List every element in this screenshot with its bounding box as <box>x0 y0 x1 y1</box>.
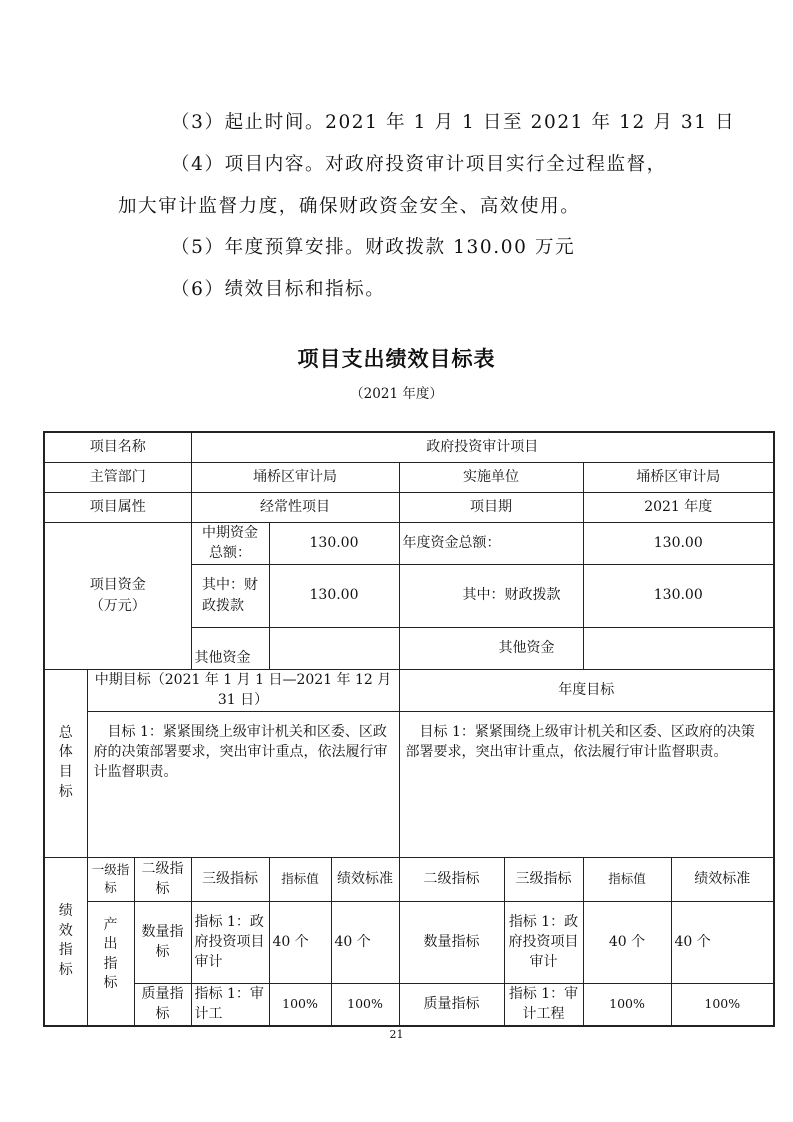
level1-output <box>87 901 134 1026</box>
table-row <box>44 462 774 492</box>
mid-other-label: 其他资金 <box>191 627 269 669</box>
period-value: 2021 年度 <box>583 492 774 522</box>
performance-target-table <box>43 431 775 1027</box>
mid-goal-text <box>87 711 399 857</box>
mid-goal-header: 中期目标（2021 年 1 月 1 日—2021 年 12 月 31 日） <box>87 669 399 711</box>
mid-total-value: 130.00 <box>269 522 399 564</box>
row2-year-standard: 100% <box>671 983 774 1026</box>
dept-label: 主管部门 <box>44 462 191 492</box>
table-row <box>44 432 774 462</box>
table-row <box>44 901 774 983</box>
year-other-value <box>583 627 774 669</box>
project-name-label: 项目名称 <box>44 432 191 462</box>
row2-year-level3: 指标 1：审计工程 <box>504 983 583 1026</box>
level1-output-text: 产出指标 <box>103 916 118 992</box>
header-standard: 绩效标准 <box>331 857 399 901</box>
header-year-value: 指标值 <box>583 857 671 901</box>
impl-value: 埇桥区审计局 <box>583 462 774 492</box>
row1-level2: 数量指标 <box>134 901 191 983</box>
mid-goal-text-content: 目标 1：紧紧围绕上级审计机关和区委、区政府的决策部署要求，突出审计重点，依法履行审计监督职责。 <box>93 723 388 781</box>
row1-year-level2: 数量指标 <box>399 901 504 983</box>
year-goal-text <box>399 711 774 857</box>
table-row <box>44 669 774 711</box>
year-fiscal-value: 130.00 <box>583 564 774 627</box>
row1-year-standard: 40 个 <box>671 901 774 983</box>
year-fiscal-label: 其中：财政拨款 <box>399 564 583 627</box>
row2-year-level2: 质量指标 <box>399 983 504 1026</box>
paragraph-period: （3）起止时间。2021 年 1 月 1 日至 2021 年 12 月 31 日 <box>171 112 736 133</box>
header-year-standard: 绩效标准 <box>671 857 774 901</box>
row2-value: 100% <box>269 983 331 1026</box>
row2-standard: 100% <box>331 983 399 1026</box>
indicators-label-text: 绩效指标 <box>58 903 73 978</box>
year-total-label: 年度资金总额： <box>399 522 583 564</box>
table-row <box>44 522 774 564</box>
row1-value: 40 个 <box>269 901 331 983</box>
funds-label <box>44 522 191 669</box>
year-total-value: 130.00 <box>583 522 774 564</box>
mid-fiscal-label <box>191 564 269 627</box>
funds-label-text: 项目资金（万元） <box>89 577 146 614</box>
mid-fiscal-value: 130.00 <box>269 564 399 627</box>
header-level1: 一级指标 <box>87 857 134 901</box>
header-level2: 二级指标 <box>134 857 191 901</box>
impl-label: 实施单位 <box>399 462 583 492</box>
attr-label: 项目属性 <box>44 492 191 522</box>
indicators-label <box>44 857 87 1026</box>
header-year-level3: 三级指标 <box>504 857 583 901</box>
table-row <box>44 857 774 901</box>
paragraph-content-line1: （4）项目内容。对政府投资审计项目实行全过程监督， <box>171 154 667 175</box>
year-goal-header: 年度目标 <box>399 669 774 711</box>
overall-goal-label-text: 总体目标 <box>58 724 73 800</box>
header-value: 指标值 <box>269 857 331 901</box>
table-row <box>44 492 774 522</box>
table-row <box>44 983 774 1026</box>
overall-goal-label <box>44 669 87 857</box>
period-label: 项目期 <box>399 492 583 522</box>
table-title: 项目支出绩效目标表 <box>297 347 496 371</box>
row1-year-value: 40 个 <box>583 901 671 983</box>
year-goal-text-content: 目标 1：紧紧围绕上级审计机关和区委、区政府的决策部署要求，突出审计重点，依法履行审计监督职责。 <box>405 723 755 760</box>
mid-other-value <box>269 627 399 669</box>
table-subtitle: （2021 年度） <box>350 386 443 402</box>
project-name-value: 政府投资审计项目 <box>191 432 774 462</box>
paragraph-budget: （5）年度预算安排。财政拨款 130.00 万元 <box>171 237 576 258</box>
mid-total-label <box>191 522 269 564</box>
row2-year-value: 100% <box>583 983 671 1026</box>
paragraph-goals: （6）绩效目标和指标。 <box>171 279 386 300</box>
header-year-level2: 二级指标 <box>399 857 504 901</box>
page-number: 21 <box>389 1028 404 1041</box>
attr-value: 经常性项目 <box>191 492 399 522</box>
row2-level3: 指标 1：审计工 <box>191 983 269 1026</box>
row1-year-level3: 指标 1：政府投资项目审计 <box>504 901 583 983</box>
dept-value: 埇桥区审计局 <box>191 462 399 492</box>
row2-level2: 质量指标 <box>134 983 191 1026</box>
mid-fiscal-label-text: 其中：财政拨款 <box>202 577 258 614</box>
year-other-label: 其他资金 <box>399 627 583 669</box>
table-row <box>44 711 774 857</box>
header-level3: 三级指标 <box>191 857 269 901</box>
paragraph-content-line2: 加大审计监督力度，确保财政资金安全、高效使用。 <box>118 196 581 217</box>
row1-standard: 40 个 <box>331 901 399 983</box>
row1-level3: 指标 1：政府投资项目审计 <box>191 901 269 983</box>
mid-total-label-text: 中期资金总额： <box>202 524 258 561</box>
